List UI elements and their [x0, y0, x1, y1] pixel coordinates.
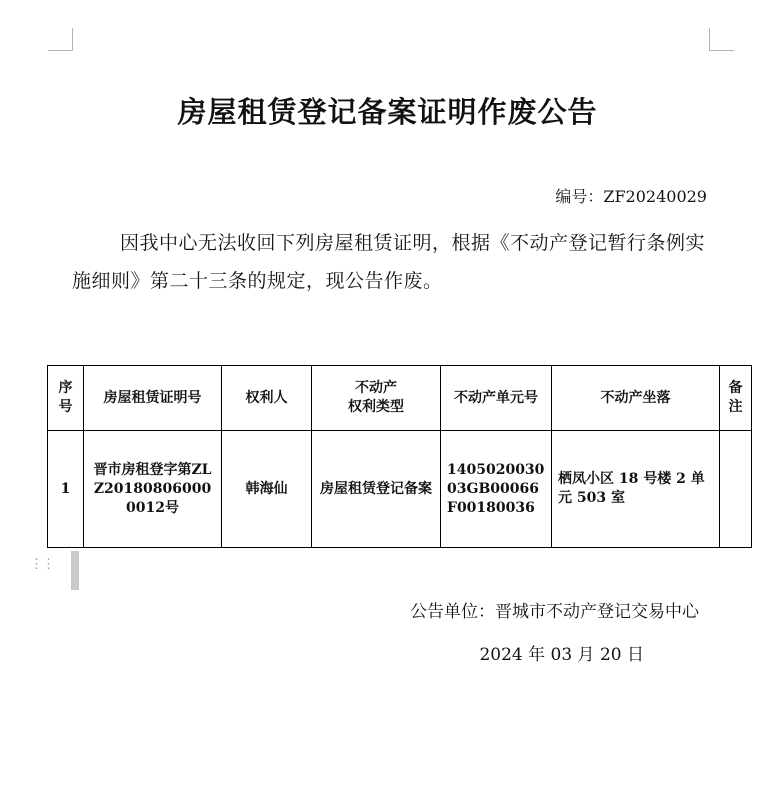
drag-handle-icon[interactable]: ⋮⋮ — [30, 557, 54, 572]
crop-mark-top-right — [709, 28, 734, 51]
header-right-type-line2: 权利类型 — [348, 399, 404, 415]
header-remark: 备注 — [720, 366, 752, 431]
cell-holder: 韩海仙 — [222, 431, 312, 548]
cell-location: 栖凤小区 18 号楼 2 单元 503 室 — [552, 431, 720, 548]
cell-index: 1 — [48, 431, 84, 548]
header-certificate-no: 房屋租赁证明号 — [84, 366, 222, 431]
crop-mark-top-left — [48, 28, 73, 51]
text-cursor-bar — [71, 551, 79, 590]
cell-unit-no: 140502003003GB00066F00180036 — [441, 431, 552, 548]
notice-body: 因我中心无法收回下列房屋租赁证明，根据《不动产登记暂行条例实施细则》第二十三条的规定，现公告作废。 — [72, 232, 706, 292]
serial-number: 编号：ZF20240029 — [555, 187, 707, 206]
table-row — [48, 431, 752, 548]
issue-date: 2024 年 03 月 20 日 — [479, 645, 644, 665]
cell-remark — [720, 431, 752, 548]
cell-certificate-no: 晋市房租登字第ZLZ201808060000012号 — [84, 431, 222, 548]
header-index: 序号 — [48, 366, 84, 431]
document-title: 房屋租赁登记备案证明作废公告 — [177, 95, 598, 129]
header-right-type — [312, 366, 441, 431]
header-location: 不动产坐落 — [552, 366, 720, 431]
issuer: 公告单位：晋城市不动产登记交易中心 — [410, 602, 699, 622]
table-header-row — [48, 366, 752, 431]
header-right-type-line1: 不动产 — [355, 380, 397, 396]
voided-certificates-table — [47, 365, 752, 548]
header-unit-no: 不动产单元号 — [441, 366, 552, 431]
header-holder: 权利人 — [222, 366, 312, 431]
cell-right-type: 房屋租赁登记备案 — [312, 431, 441, 548]
